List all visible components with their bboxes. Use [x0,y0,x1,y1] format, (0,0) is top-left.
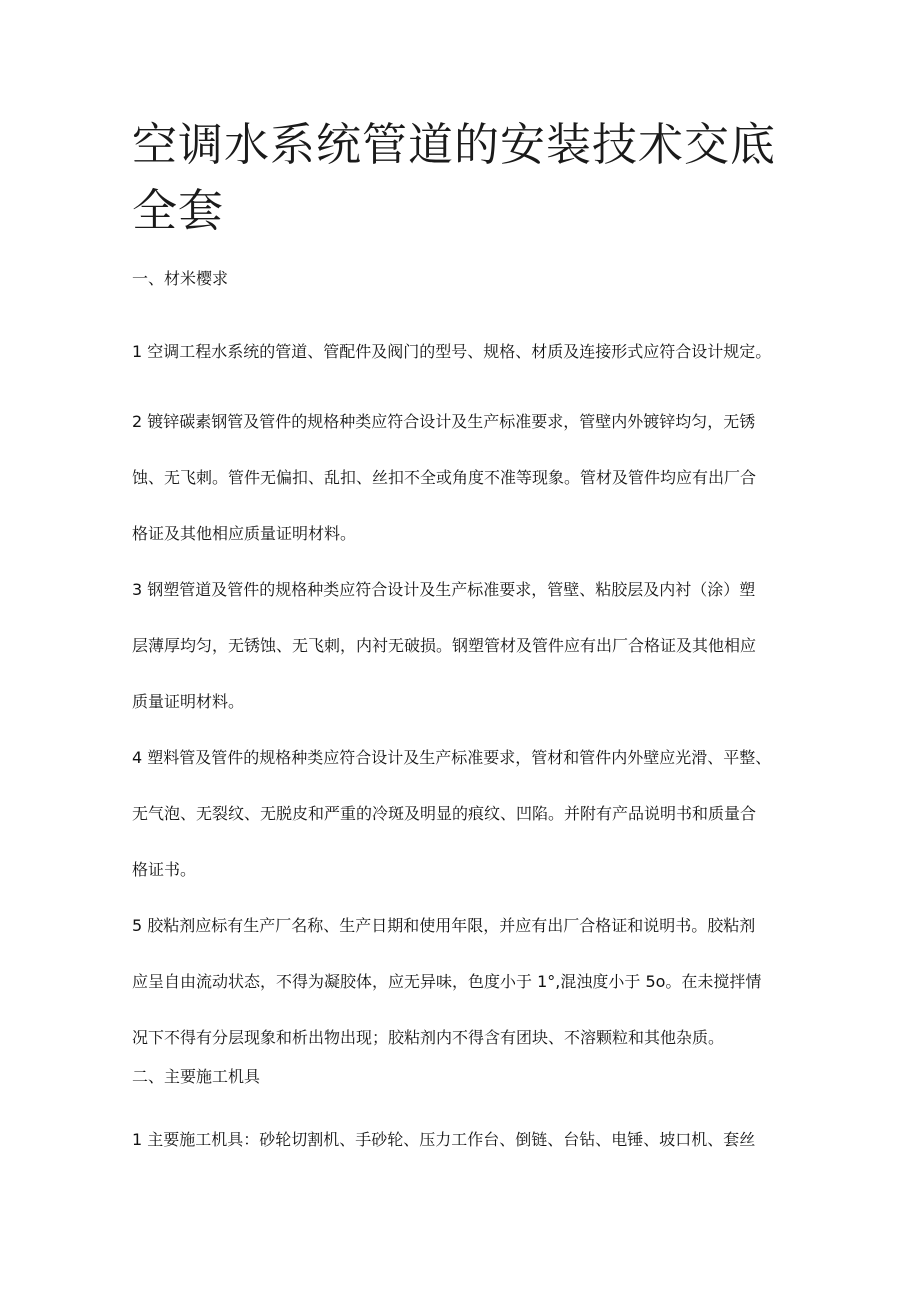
paragraph-3 [132,576,794,716]
section-heading-materials: 一、材米樱求 [132,269,229,288]
paragraph-line: 5 胶粘剂应标有生产厂名称、生产日期和使用年限，并应有出厂合格证和说明书。胶粘剂 [132,916,756,935]
section-heading-tools: 二、主要施工机具 [132,1067,261,1086]
paragraph-line: 格证及其他相应质量证明材料。 [132,524,357,543]
document-title: 空调水系统管道的安装技术交底全套 [132,118,777,237]
paragraph-line: 4 塑料管及管件的规格种类应符合设计及生产标准要求，管材和管件内外壁应光滑、平整、 [132,748,772,767]
paragraph-line: 质量证明材料。 [132,692,245,711]
paragraph-4 [132,744,794,884]
paragraph-line: 3 钢塑管道及管件的规格种类应符合设计及生产标准要求，管壁、粘胶层及内衬（涂）塑 [132,580,756,599]
paragraph-line: 层薄厚均匀，无锈蚀、无飞刺，内衬无破损。钢塑管材及管件应有出厂合格证及其他相应 [132,636,757,655]
paragraph-1 [132,338,794,366]
paragraph-line: 无气泡、无裂纹、无脱皮和严重的冷斑及明显的痕纹、凹陷。并附有产品说明书和质量合 [132,804,757,823]
paragraph-line: 格证书。 [132,860,197,879]
paragraph-6 [132,1126,794,1154]
paragraph-line: 蚀、无飞刺。管件无偏扣、乱扣、丝扣不全或角度不准等现象。管材及管件均应有出厂合 [132,468,757,487]
paragraph-line: 况下不得有分层现象和析出物出现；胶粘剂内不得含有团块、不溶颗粒和其他杂质。 [132,1028,725,1047]
paragraph-line: 1 空调工程水系统的管道、管配件及阀门的型号、规格、材质及连接形式应符合设计规定。 [132,342,772,361]
paragraph-line: 1 主要施工机具：砂轮切割机、手砂轮、压力工作台、倒链、台钻、电锤、坡口机、套丝 [132,1130,756,1149]
paragraph-2 [132,408,794,548]
paragraph-5 [132,912,794,1052]
paragraph-line: 2 镀锌碳素钢管及管件的规格种类应符合设计及生产标准要求，管壁内外镀锌均匀，无锈 [132,412,756,431]
paragraph-line: 应呈自由流动状态，不得为凝胶体，应无异味，色度小于 1°,混浊度小于 5o。在未搅拌情 [132,972,762,991]
